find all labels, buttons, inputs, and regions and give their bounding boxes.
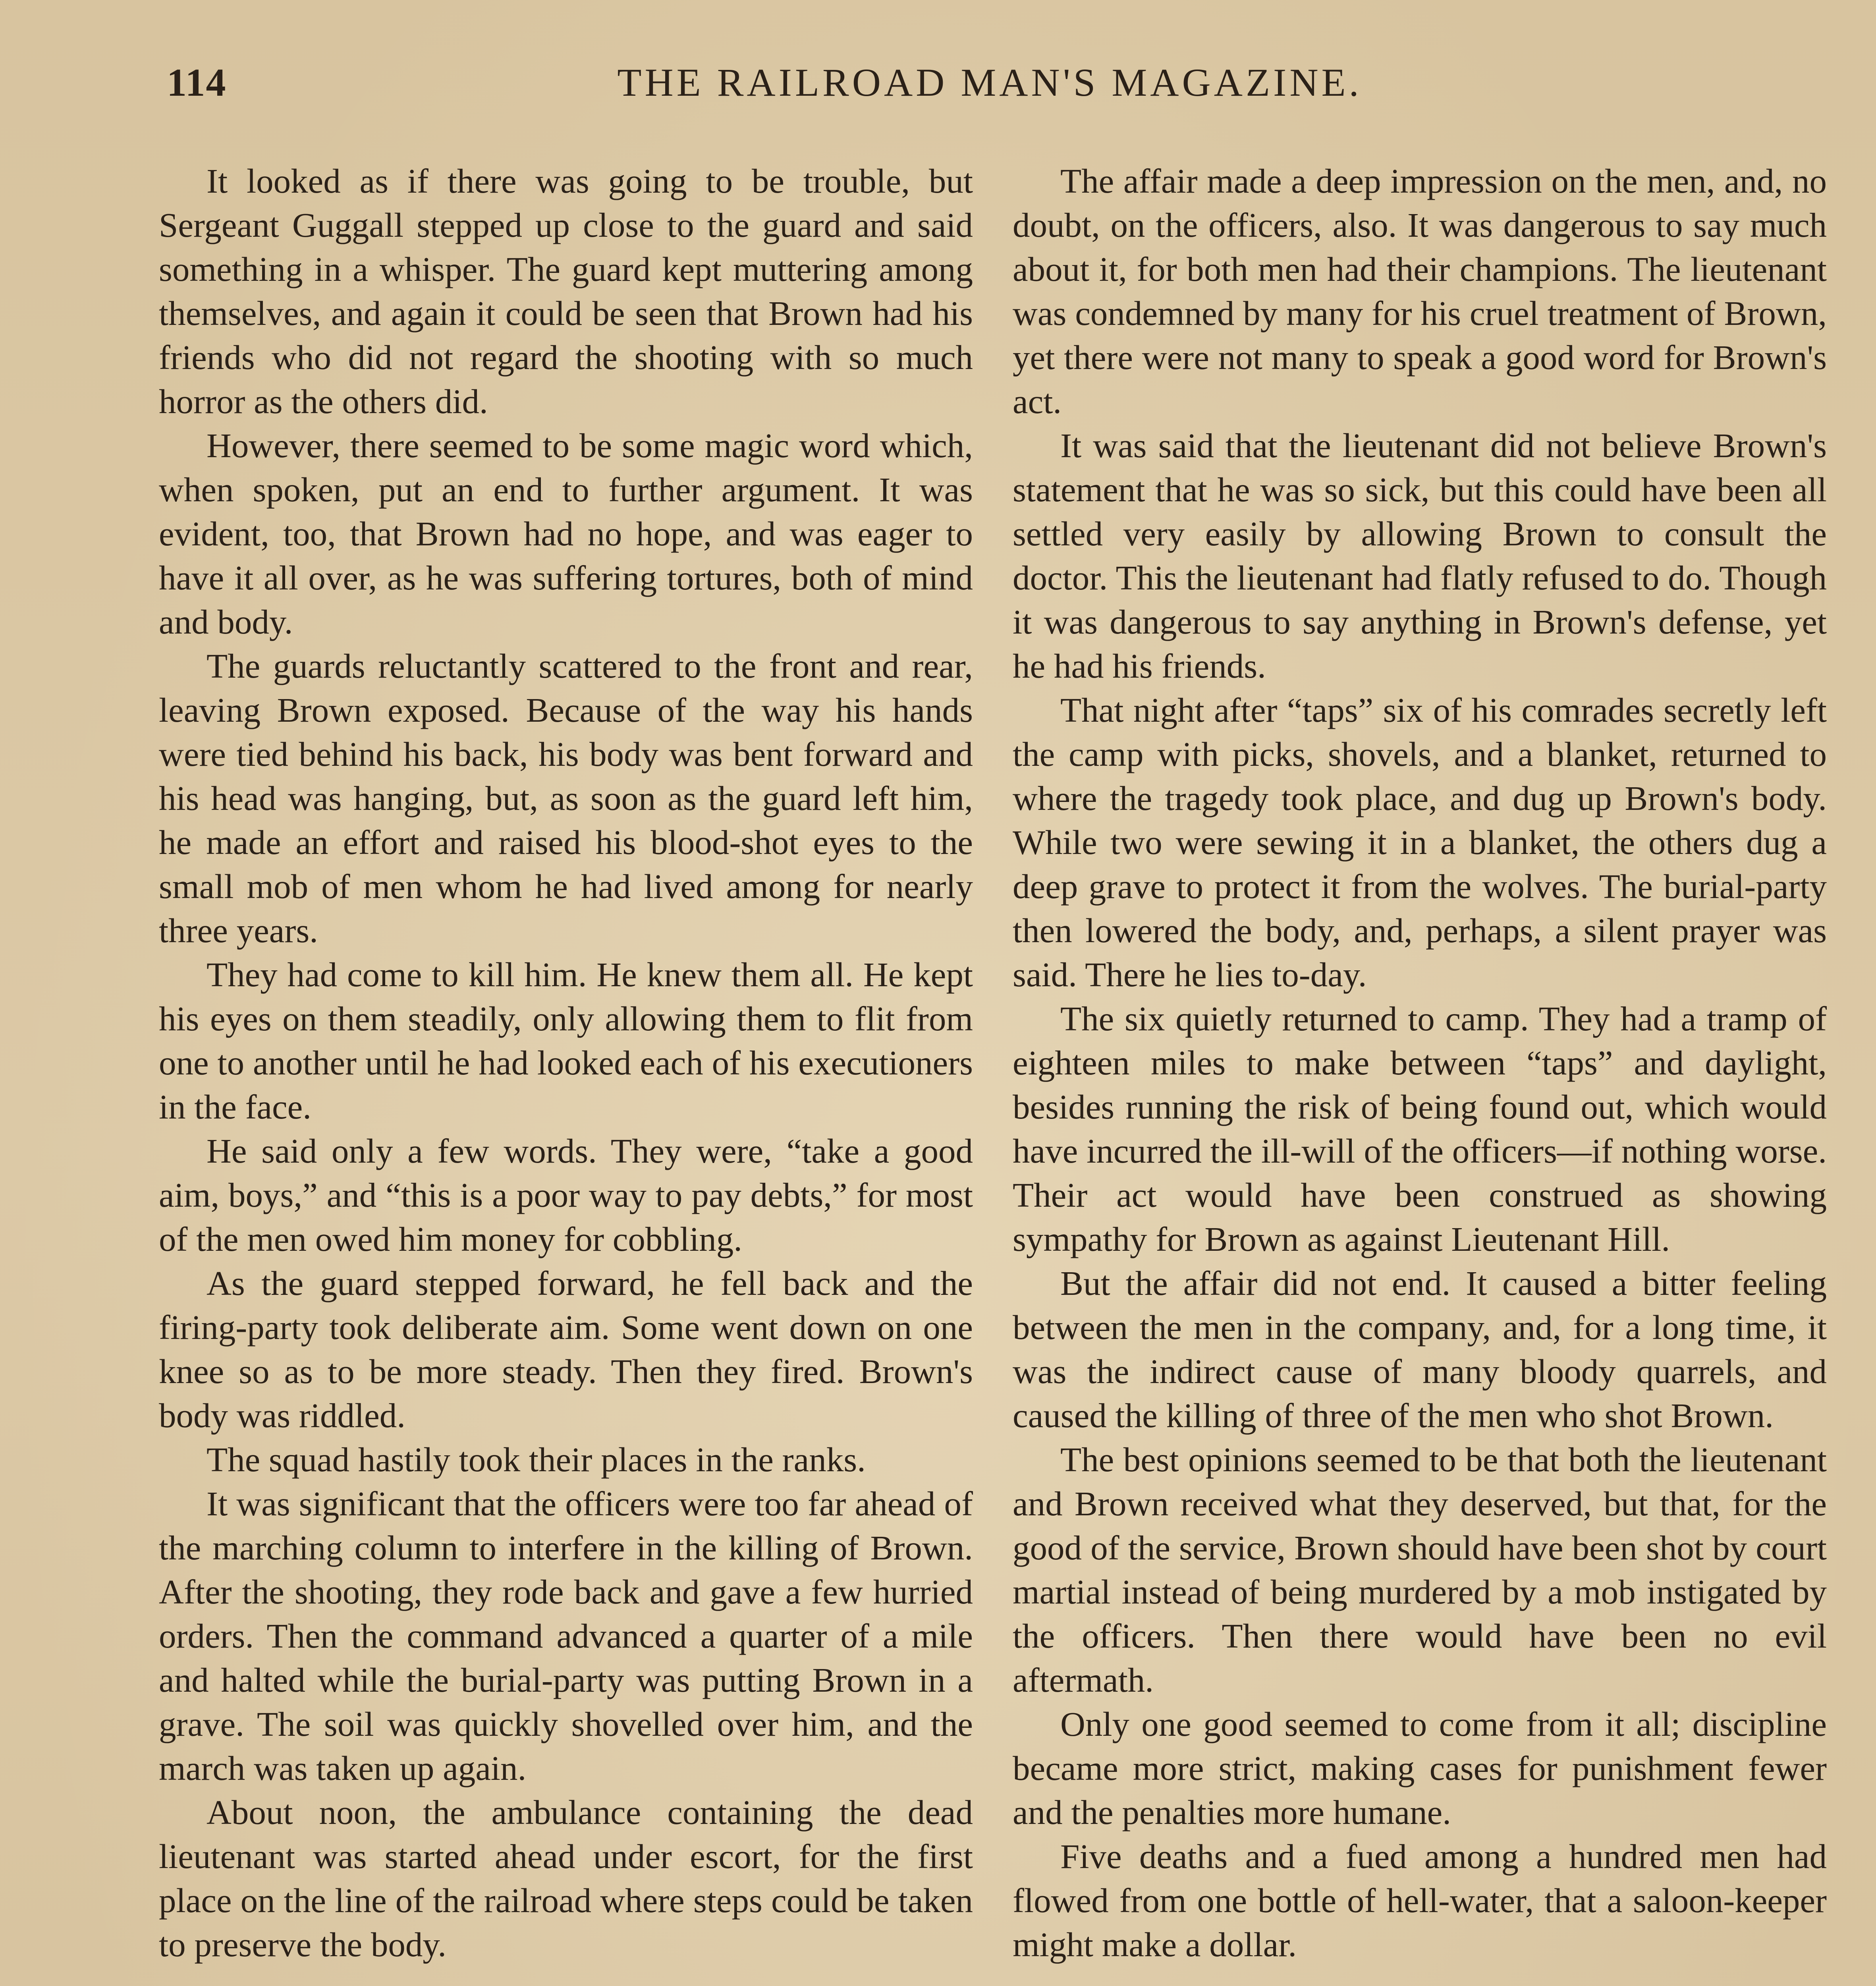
running-head: THE RAILROAD MAN'S MAGAZINE. [617, 60, 1362, 104]
left-column [159, 159, 973, 1986]
paragraph: About noon, the ambulance containing the dead lieutenant was started ahead under escort, for the first place on the line of the railroad where steps could be taken to preserve the body. [159, 1793, 973, 1964]
paragraph: As the guard stepped forward, he fell back and the firing-party took deliberate aim. Some went down on one knee so as to be more steady. Then they fired. Brown's body was riddled. [159, 1264, 973, 1435]
paragraph: The best opinions seemed to be that both the lieutenant and Brown received what they deserved, but that, for the good of the service, Brown should have been shot by court martial instead of being murdered by a mob instigated by the officers. Then there would have been no evil aftermath. [1013, 1440, 1827, 1699]
paragraph: Only one good seemed to come from it all; discipline became more strict, making cases for punishment fewer and the penalties more humane. [1013, 1705, 1827, 1831]
right-column [1013, 159, 1827, 1986]
paragraph: Five deaths and a fued among a hundred men had flowed from one bottle of hell-water, that a saloon-keeper might make a dollar. [1013, 1837, 1827, 1964]
paragraph: It looked as if there was going to be trouble, but Sergeant Guggall stepped up close to the guard and said something in a whisper. The guard kept muttering among themselves, and again it could be seen that Brown had his friends who did not regard the shooting with so much horror as the others did. [159, 162, 973, 421]
paragraph: But the affair did not end. It caused a bitter feeling between the men in the company, and, for a long time, it was the indirect cause of many bloody quarrels, and caused the killing of three of the men who shot Brown. [1013, 1264, 1827, 1435]
page-header [167, 60, 1709, 115]
paragraph: However, there seemed to be some magic word which, when spoken, put an end to further argument. It was evident, too, that Brown had no hope, and was eager to have it all over, as he was suffering tortures, both of mind and body. [159, 426, 973, 641]
paragraph: That night after “taps” six of his comrades secretly left the camp with picks, shovels, and a blanket, returned to where the tragedy took place, and dug up Brown's body. While two were sewing it in a blanket, the others dug a deep grave to protect it from the wolves. The burial-party then lowered the body, and, perhaps, a silent prayer was said. There he lies to-day. [1013, 691, 1827, 994]
page-number: 114 [167, 60, 227, 104]
paragraph: The guards reluctantly scattered to the front and rear, leaving Brown exposed. Because of the way his hands were tied behind his back, his body was bent forward and his head was hanging, but, as soon as the guard left him, he made an effort and raised his blood-shot eyes to the small mob of men whom he had lived among for nearly three years. [159, 647, 973, 950]
paragraph: The squad hastily took their places in the ranks. [207, 1440, 866, 1479]
paragraph: The six quietly returned to camp. They had a tramp of eighteen miles to make between “taps” and daylight, besides running the risk of being found out, which would have incurred the ill-will of the officers—if nothing worse. Their act would have been construed as showing sympathy for Brown as against Lieutenant Hill. [1013, 999, 1827, 1258]
paragraph: It was significant that the officers were too far ahead of the marching column to interfere in the killing of Brown. After the shooting, they rode back and gave a few hurried orders. Then the command advanced a quarter of a mile and halted while the burial-party was putting Brown in a grave. The soil was quickly shovelled over him, and the march was taken up again. [159, 1484, 973, 1787]
paragraph: He said only a few words. They were, “take a good aim, boys,” and “this is a poor way to pay debts,” for most of the men owed him money for cobbling. [159, 1132, 973, 1258]
paragraph: It was said that the lieutenant did not believe Brown's statement that he was so sick, but this could have been all settled very easily by allowing Brown to consult the doctor. This the lieutenant had flatly refused to do. Though it was dangerous to say anything in Brown's defense, yet he had his friends. [1013, 426, 1827, 685]
paragraph: The affair made a deep impression on the men, and, no doubt, on the officers, also. It was dangerous to say much about it, for both men had their champions. The lieutenant was condemned by many for his cruel treatment of Brown, yet there were not many to speak a good word for Brown's act. [1013, 162, 1827, 421]
article-body [159, 159, 1827, 1986]
paragraph: They had come to kill him. He knew them all. He kept his eyes on them steadily, only allowing them to flit from one to another until he had looked each of his executioners in the face. [159, 955, 973, 1126]
